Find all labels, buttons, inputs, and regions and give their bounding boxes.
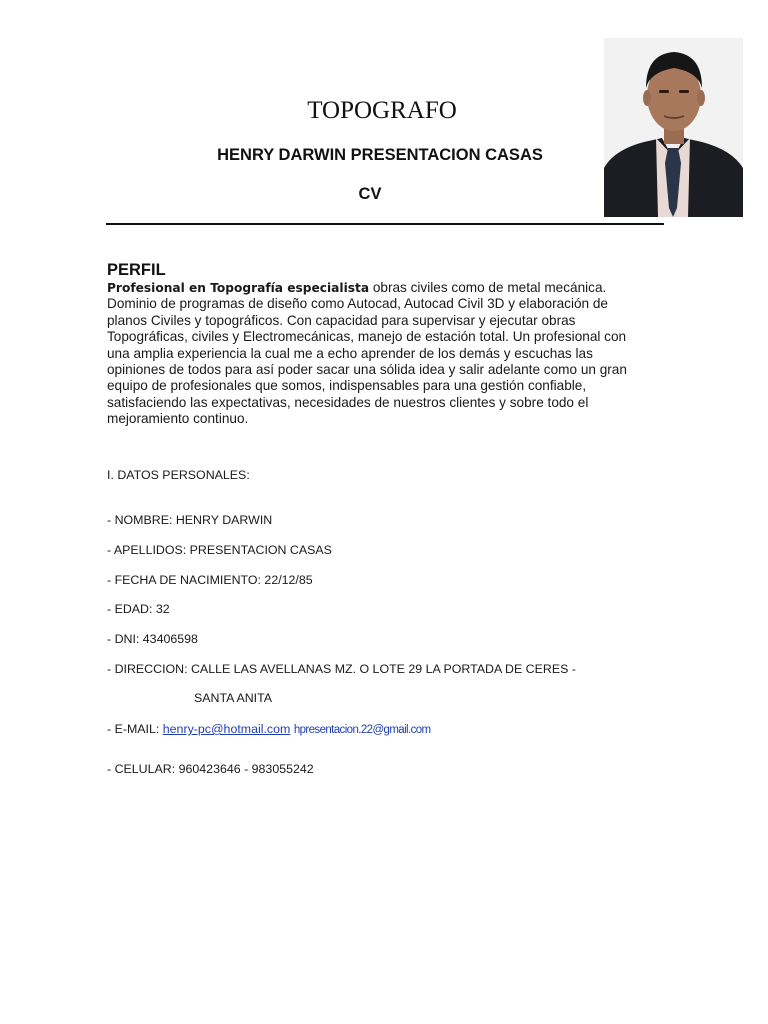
cv-title: TOPOGRAFO xyxy=(307,97,457,124)
perfil-text xyxy=(107,280,637,428)
email-link-hotmail[interactable]: henry-pc@hotmail.com xyxy=(162,722,291,736)
perfil-heading: PERFIL xyxy=(107,261,166,279)
apellidos-field: - APELLIDOS: PRESENTACION CASAS xyxy=(107,543,332,557)
direccion-continuation: SANTA ANITA xyxy=(194,691,273,705)
person-portrait-icon xyxy=(604,38,743,217)
perfil-body: obras civiles como de metal mecánica. Dominio de programas de diseño como Autocad, Autocad Civil 3D y elaboración de planos Civiles y topográficos. Con capacidad para supervisar y ejecutar obras Topográficas, civiles y Electromecánicas, manejo de estación total. Un profesional con una amplia experiencia la cual me a echo aprender de los demás y escuchas las opiniones de todos para así poder sacar una sólida idea y salir adelante como un gran equipo de profesionales que somos, indispensables para una gestión confiable, satisfaciendo las expectativas, necesidades de nuestros clientes y sobre todo el mejoramiento continuo. xyxy=(107,280,627,427)
direccion-field: - DIRECCION: CALLE LAS AVELLANAS MZ. O LOTE 29 LA PORTADA DE CERES - xyxy=(107,662,576,676)
edad-field: - EDAD: 32 xyxy=(107,602,170,616)
nombre-field: - NOMBRE: HENRY DARWIN xyxy=(107,513,273,527)
datos-heading: I. DATOS PERSONALES: xyxy=(107,468,250,482)
header-divider xyxy=(106,223,664,225)
profile-photo xyxy=(604,38,743,217)
dni-field: - DNI: 43406598 xyxy=(107,632,198,646)
email-link-gmail[interactable]: hpresentacion.22@gmail.com xyxy=(293,724,431,736)
fecha-nacimiento-field: - FECHA DE NACIMIENTO: 22/12/85 xyxy=(107,573,313,587)
cv-name: HENRY DARWIN PRESENTACION CASAS xyxy=(217,146,543,164)
perfil-lead: Profesional en Topografía especialista xyxy=(107,281,370,295)
cv-label: CV xyxy=(358,185,382,203)
email-label: - E-MAIL: xyxy=(107,722,163,736)
email-row xyxy=(107,721,431,738)
celular-field: - CELULAR: 960423646 - 983055242 xyxy=(107,762,314,776)
